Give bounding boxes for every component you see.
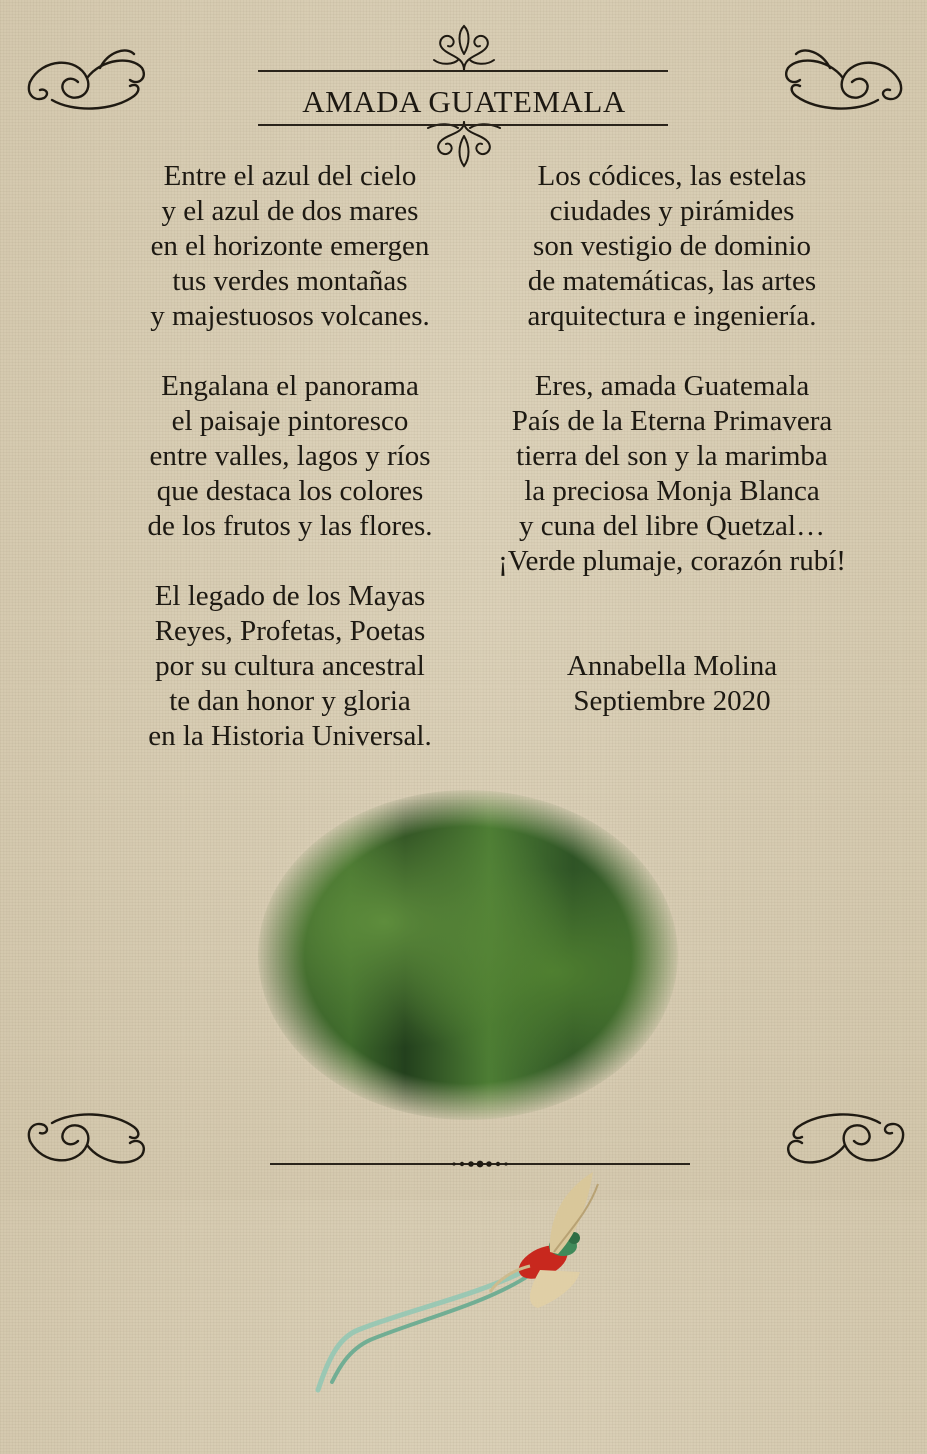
poem-column-right xyxy=(462,159,882,754)
stanza xyxy=(110,159,470,334)
poem-line: Engalana el panorama xyxy=(161,370,419,402)
poem-line: te dan honor y gloria xyxy=(169,685,411,717)
poem-line: y cuna del libre Quetzal… xyxy=(519,510,825,542)
poem-line: tus verdes montañas xyxy=(172,265,408,297)
poem-line: ciudades y pirámides xyxy=(549,195,795,227)
poem-line: de matemáticas, las artes xyxy=(527,265,817,297)
poem-line: en la Historia Universal. xyxy=(148,720,432,752)
poem-line: por su cultura ancestral xyxy=(155,650,425,682)
forest-background xyxy=(258,790,678,1120)
poem-line: son vestigio de dominio xyxy=(533,230,811,262)
poem-line: Reyes, Profetas, Poetas xyxy=(154,615,426,647)
poem-line: El legado de los Mayas xyxy=(154,580,426,612)
poem-line: en el horizonte emergen xyxy=(150,230,430,262)
flourish-top-left-icon xyxy=(22,38,152,118)
poem-line: Eres, amada Guatemala xyxy=(534,370,810,402)
quetzal-photo xyxy=(258,790,678,1120)
poem-line: y majestuosos volcanes. xyxy=(150,300,430,332)
stanza xyxy=(110,579,470,754)
poem-line: Los códices, las estelas xyxy=(537,160,807,192)
poem-date: Septiembre 2020 xyxy=(573,685,771,717)
poem-line: entre valles, lagos y ríos xyxy=(149,440,431,472)
flourish-bottom-right-icon xyxy=(780,1105,910,1185)
author-name: Annabella Molina xyxy=(566,650,778,682)
flourish-top-right-icon xyxy=(778,38,908,118)
flourish-bottom-left-icon xyxy=(22,1105,152,1185)
poem-line: la preciosa Monja Blanca xyxy=(524,475,820,507)
stanza xyxy=(462,369,882,579)
poem-line: País de la Eterna Primavera xyxy=(511,405,833,437)
title-flourish-top-icon xyxy=(428,20,500,72)
title-rule-bottom xyxy=(258,124,668,126)
poem-line: Entre el azul del cielo xyxy=(163,160,417,192)
poem-line: y el azul de dos mares xyxy=(161,195,419,227)
poem-line: arquitectura e ingeniería. xyxy=(527,300,817,332)
stanza xyxy=(110,369,470,544)
poem-line: que destaca los colores xyxy=(156,475,424,507)
title-rule-top xyxy=(258,70,668,72)
signature xyxy=(462,649,882,719)
poem-line: el paisaje pintoresco xyxy=(171,405,409,437)
poem-line: de los frutos y las flores. xyxy=(147,510,433,542)
bottom-dots-icon xyxy=(448,1156,512,1172)
poem-line: ¡Verde plumaje, corazón rubí! xyxy=(498,545,846,577)
stanza xyxy=(462,159,882,334)
poem-title: AMADA GUATEMALA xyxy=(302,84,626,119)
poem-line: tierra del son y la marimba xyxy=(516,440,828,472)
poem-column-left xyxy=(110,159,470,789)
